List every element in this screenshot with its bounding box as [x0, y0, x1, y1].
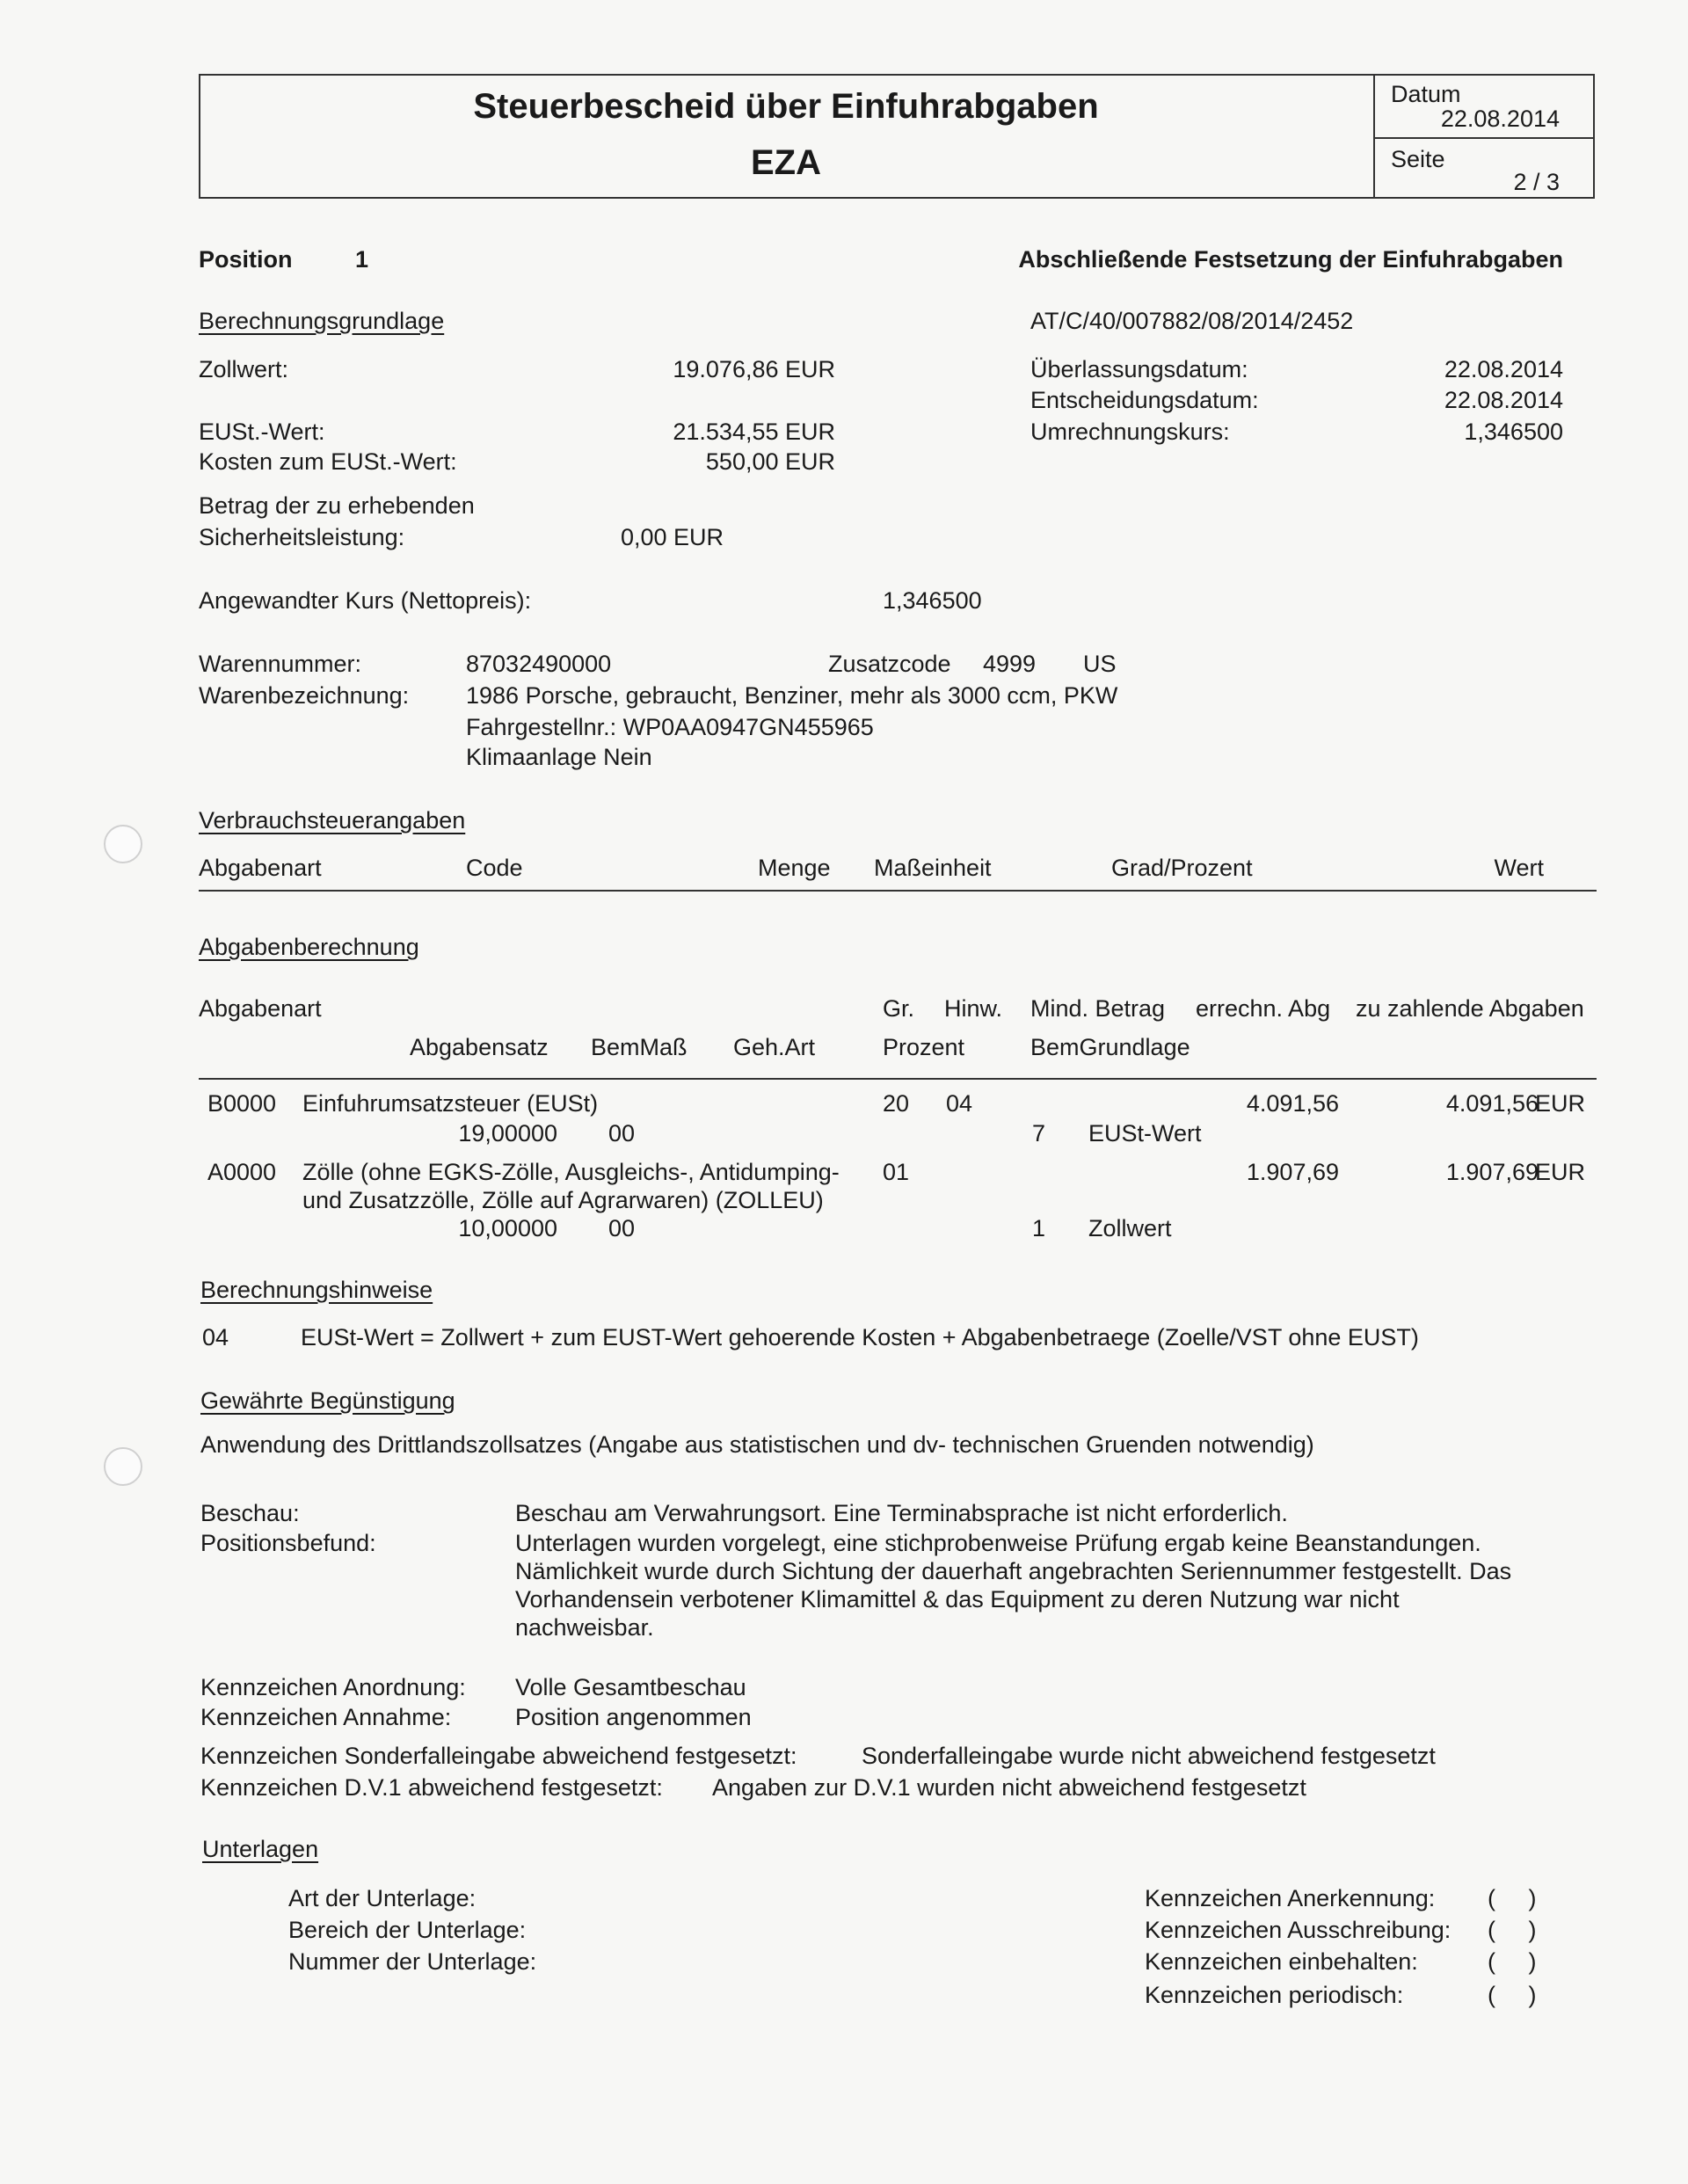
zusatzcode-country: US [1083, 651, 1117, 677]
datum-label: Datum [1391, 81, 1461, 107]
warenbezeichnung-line: 1986 Porsche, gebraucht, Benziner, mehr als 3000 ccm, PKW [466, 682, 1118, 709]
abgabe-errechnet: 1.907,69 [1246, 1159, 1339, 1185]
column-header-errechnet: errechn. Abg [1196, 995, 1331, 1022]
punch-hole-top [104, 825, 142, 863]
reference-number: AT/C/40/007882/08/2014/2452 [1030, 308, 1354, 334]
zollwert-label: Zollwert: [199, 356, 289, 382]
eust-wert-label: EUSt.-Wert: [199, 419, 325, 445]
column-header-gr: Gr. [883, 995, 915, 1022]
abgabe-satz: 10,00000 [458, 1215, 557, 1241]
abgabe-zu-zahlen: 1.907,69 [1445, 1159, 1539, 1185]
entscheidung-value: 22.08.2014 [1444, 387, 1563, 413]
kennzeichen-einbehalten-box: ( ) [1488, 1948, 1537, 1975]
ueberlassung-value: 22.08.2014 [1444, 356, 1563, 382]
column-header-grad: Grad/Prozent [1111, 855, 1253, 881]
column-header-menge: Menge [758, 855, 831, 881]
abgabe-description: Zölle (ohne EGKS-Zölle, Ausgleichs-, Antidumping- [302, 1159, 840, 1185]
zusatzcode-value: 4999 [983, 651, 1037, 677]
kennzeichen-periodisch-box: ( ) [1488, 1982, 1537, 2008]
positionsbefund-line: Unterlagen wurden vorgelegt, eine stichprobenweise Prüfung ergab keine Beanstandungen. [515, 1530, 1481, 1556]
beguenstigung-text: Anwendung des Drittlandszollsatzes (Angabe aus statistischen und dv- technischen Gruenden notwendig) [200, 1431, 1314, 1458]
verbrauchsteuer-rule [199, 890, 1597, 892]
abgabe-bemmass: 00 [608, 1120, 636, 1147]
unterlage-art-label: Art der Unterlage: [288, 1885, 477, 1911]
column-header-mind-betrag: Mind. Betrag [1030, 995, 1166, 1022]
anordnung-label: Kennzeichen Anordnung: [200, 1674, 466, 1700]
abgabe-gr: 20 [883, 1090, 910, 1117]
positionsbefund-line: Nämlichkeit wurde durch Sichtung der dauerhaft angebrachten Seriennummer festgestellt. Das [515, 1558, 1512, 1584]
abgabe-bem-nr: 7 [1032, 1120, 1046, 1147]
datum-value: 22.08.2014 [1440, 106, 1560, 132]
column-header-code: Code [466, 855, 523, 881]
beschau-label: Beschau: [200, 1500, 300, 1526]
section-heading-berechnungshinweise: Berechnungshinweise [200, 1277, 433, 1303]
positionsbefund-line: nachweisbar. [515, 1614, 654, 1641]
column-header-wert: Wert [1494, 855, 1544, 881]
position-label: Position [199, 246, 293, 273]
umrechnung-value: 1,346500 [1464, 419, 1563, 445]
abgabe-code: A0000 [207, 1159, 277, 1185]
section-heading-verbrauchsteuer: Verbrauchsteuerangaben [199, 807, 466, 834]
column-header-masseinheit: Maßeinheit [874, 855, 992, 881]
warenbezeichnung-label: Warenbezeichnung: [199, 682, 410, 709]
annahme-value: Position angenommen [515, 1704, 752, 1730]
dv1-value: Angaben zur D.V.1 wurden nicht abweichend festgesetzt [712, 1774, 1306, 1801]
eust-wert-value: 21.534,55 EUR [673, 419, 835, 445]
abgabe-zu-zahlen: 4.091,56 [1445, 1090, 1539, 1117]
hinweis-text: EUSt-Wert = Zollwert + zum EUST-Wert gehoerende Kosten + Abgabenbetraege (Zoelle/VST ohne EUST) [301, 1324, 1419, 1350]
betrag-label-2: Sicherheitsleistung: [199, 524, 405, 550]
header-meta-divider [1373, 137, 1595, 139]
column-header-abgabenart: Abgabenart [199, 855, 322, 881]
column-header-zu-zahlen: zu zahlende Abgaben [1356, 995, 1584, 1022]
ueberlassung-label: Überlassungsdatum: [1030, 356, 1248, 382]
kennzeichen-ausschreibung-label: Kennzeichen Ausschreibung: [1145, 1917, 1452, 1943]
zusatzcode-label: Zusatzcode [828, 651, 951, 677]
abgabe-currency: EUR [1535, 1090, 1586, 1117]
section-heading-unterlagen: Unterlagen [202, 1836, 319, 1862]
document-title: Steuerbescheid über Einfuhrabgaben [473, 87, 1099, 126]
kurs-label: Angewandter Kurs (Nettopreis): [199, 587, 532, 614]
abgabe-description: und Zusatzzölle, Zölle auf Agrarwaren) (ZOLLEU) [302, 1187, 824, 1213]
kosten-value: 550,00 EUR [705, 448, 835, 475]
abgabe-currency: EUR [1535, 1159, 1586, 1185]
kennzeichen-periodisch-label: Kennzeichen periodisch: [1145, 1982, 1404, 2008]
warennummer-label: Warennummer: [199, 651, 362, 677]
section-heading-berechnungsgrundlage: Berechnungsgrundlage [199, 308, 445, 334]
kurs-value: 1,346500 [883, 587, 982, 614]
section-heading-beguenstigung: Gewährte Begünstigung [200, 1387, 455, 1414]
abgabe-bem-grundlage: Zollwert [1088, 1215, 1172, 1241]
unterlage-nummer-label: Nummer der Unterlage: [288, 1948, 537, 1975]
positionsbefund-label: Positionsbefund: [200, 1530, 376, 1556]
abgabe-errechnet: 4.091,56 [1246, 1090, 1339, 1117]
column-header-prozent: Prozent [883, 1034, 965, 1060]
abgabe-gr: 01 [883, 1159, 910, 1185]
festsetzung-title: Abschließende Festsetzung der Einfuhrabgaben [1018, 246, 1563, 273]
abgabe-bemmass: 00 [608, 1215, 636, 1241]
annahme-label: Kennzeichen Annahme: [200, 1704, 452, 1730]
seite-value: 2 / 3 [1513, 169, 1560, 195]
seite-label: Seite [1391, 146, 1445, 172]
entscheidung-label: Entscheidungsdatum: [1030, 387, 1259, 413]
betrag-value: 0,00 EUR [621, 524, 724, 550]
column-header-hinw: Hinw. [944, 995, 1003, 1022]
column-header-abgabensatz: Abgabensatz [410, 1034, 549, 1060]
betrag-label-1: Betrag der zu erhebenden [199, 492, 475, 519]
abgabe-description: Einfuhrumsatzsteuer (EUSt) [302, 1090, 599, 1117]
umrechnung-label: Umrechnungskurs: [1030, 419, 1230, 445]
abgabe-bem-grundlage: EUSt-Wert [1088, 1120, 1202, 1147]
header-divider [1373, 74, 1375, 199]
anordnung-value: Volle Gesamtbeschau [515, 1674, 746, 1700]
punch-hole-bottom [104, 1447, 142, 1486]
positionsbefund-line: Vorhandensein verbotener Klimamittel & das Equipment zu deren Nutzung war nicht [515, 1586, 1400, 1613]
column-header-abgabenart: Abgabenart [199, 995, 322, 1022]
zollwert-value: 19.076,86 EUR [673, 356, 835, 382]
unterlage-bereich-label: Bereich der Unterlage: [288, 1917, 527, 1943]
section-heading-abgabenberechnung: Abgabenberechnung [199, 934, 419, 960]
column-header-bemgrundlage: BemGrundlage [1030, 1034, 1190, 1060]
column-header-gehart: Geh.Art [733, 1034, 816, 1060]
abgabe-satz: 19,00000 [458, 1120, 557, 1147]
abgaben-header-rule [199, 1078, 1597, 1080]
abgabe-hinw: 04 [946, 1090, 973, 1117]
kosten-label: Kosten zum EUSt.-Wert: [199, 448, 457, 475]
abgabe-code: B0000 [207, 1090, 277, 1117]
warenbezeichnung-line: Fahrgestellnr.: WP0AA0947GN455965 [466, 714, 874, 740]
dv1-label: Kennzeichen D.V.1 abweichend festgesetzt: [200, 1774, 663, 1801]
column-header-bemmass: BemMaß [591, 1034, 688, 1060]
sonderfall-label: Kennzeichen Sonderfalleingabe abweichend festgesetzt: [200, 1743, 797, 1769]
warenbezeichnung-line: Klimaanlage Nein [466, 744, 652, 770]
kennzeichen-ausschreibung-box: ( ) [1488, 1917, 1537, 1943]
sonderfall-value: Sonderfalleingabe wurde nicht abweichend festgesetzt [862, 1743, 1436, 1769]
abgabe-bem-nr: 1 [1032, 1215, 1046, 1241]
document-subtitle: EZA [751, 143, 821, 182]
kennzeichen-anerkennung-label: Kennzeichen Anerkennung: [1145, 1885, 1436, 1911]
warennummer-value: 87032490000 [466, 651, 612, 677]
beschau-value: Beschau am Verwahrungsort. Eine Terminabsprache ist nicht erforderlich. [515, 1500, 1288, 1526]
kennzeichen-einbehalten-label: Kennzeichen einbehalten: [1145, 1948, 1418, 1975]
kennzeichen-anerkennung-box: ( ) [1488, 1885, 1537, 1911]
position-number: 1 [355, 246, 369, 273]
hinweis-code: 04 [202, 1324, 229, 1350]
